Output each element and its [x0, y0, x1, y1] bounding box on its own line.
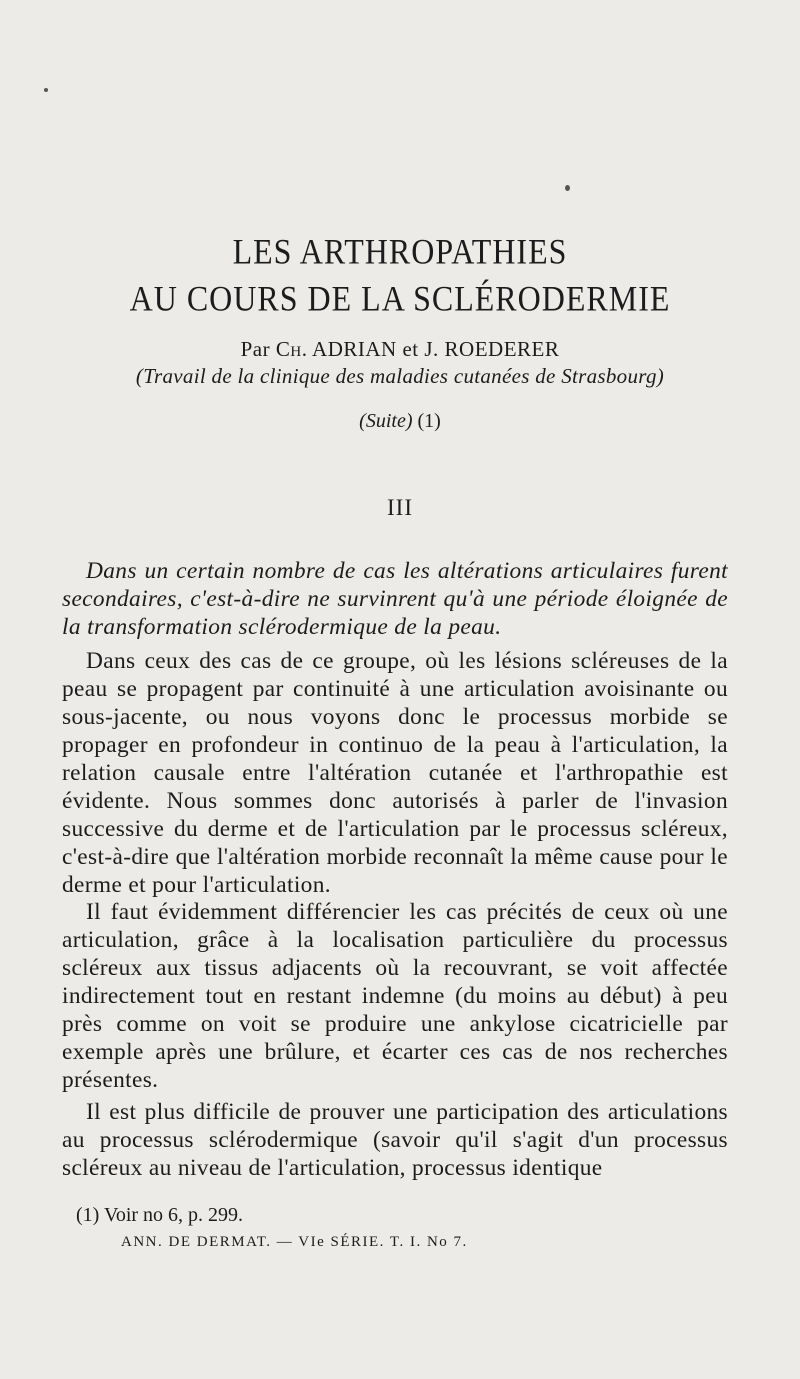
continuation-note — [0, 410, 800, 433]
paragraph-4 — [62, 1098, 728, 1182]
author-1-initial: Ch. — [275, 337, 308, 361]
paragraph-text: Il est plus difficile de prouver une participation des articulations au processus sclérodermique (savoir qu'il s'agit d'un processus scléreux au niveau de l'articulation, processus identique — [62, 1099, 728, 1181]
article-title-line-2: AU COURS DE LA SCLÉRODERMIE — [129, 277, 671, 319]
suite-label: (Suite) — [359, 410, 413, 432]
suite-footnote-ref: (1) — [417, 410, 441, 432]
institution-line: (Travail de la clinique des maladies cutanées de Strasbourg) — [135, 364, 665, 388]
section-number: III — [387, 495, 413, 520]
authors-prefix: Par — [240, 337, 271, 361]
paragraph-text: Il faut évidemment différencier les cas précités de ceux où une articulation, grâce à la localisation particulière du processus scléreux aux tissus adjacents où la recouvrant, se voit affectée indirectement tout en restant indemne (du moins au début) à peu près comme on voit se produire une ankylose cicatricielle par exemple après une brûlure, et écarter ces cas de nos recherches présentes. — [62, 899, 728, 1093]
paragraph-3 — [62, 898, 728, 1094]
print-speck — [44, 88, 48, 92]
paragraph-text: Dans un certain nombre de cas les altérations articulaires furent secondaires, c'est-à-dire ne survinrent qu'à une période éloignée de la transformation sclérodermique de la peau. — [62, 558, 728, 640]
author-line — [0, 337, 800, 362]
authors-conjunction: et — [402, 337, 419, 361]
author-1-name: ADRIAN — [312, 337, 397, 361]
print-speck — [565, 185, 570, 191]
paragraph-text: Dans ceux des cas de ce groupe, où les lésions scléreuses de la peau se propagent par continuité à une articulation avoisinante ou sous-jacente, ou nous voyons donc le processus morbide se propager en profondeur in continuo de la peau à l'articulation, la relation causale entre l'altération cutanée et l'arthropathie est évidente. Nous sommes donc autorisés à parler de l'invasion successive du derme et de l'articulation par le processus scléreux, c'est-à-dire que l'altération morbide reconnaît la même cause pour le derme et pour l'articulation. — [62, 648, 728, 898]
running-footer: ANN. DE DERMAT. — VIe SÉRIE. T. I. No 7. — [121, 1234, 468, 1250]
footnote: (1) Voir no 6, p. 299. — [76, 1204, 244, 1226]
article-title-line-1: LES ARTHROPATHIES — [232, 230, 568, 272]
paragraph-1 — [62, 557, 728, 641]
author-2: J. ROEDERER — [424, 337, 560, 361]
paragraph-2 — [62, 647, 728, 899]
